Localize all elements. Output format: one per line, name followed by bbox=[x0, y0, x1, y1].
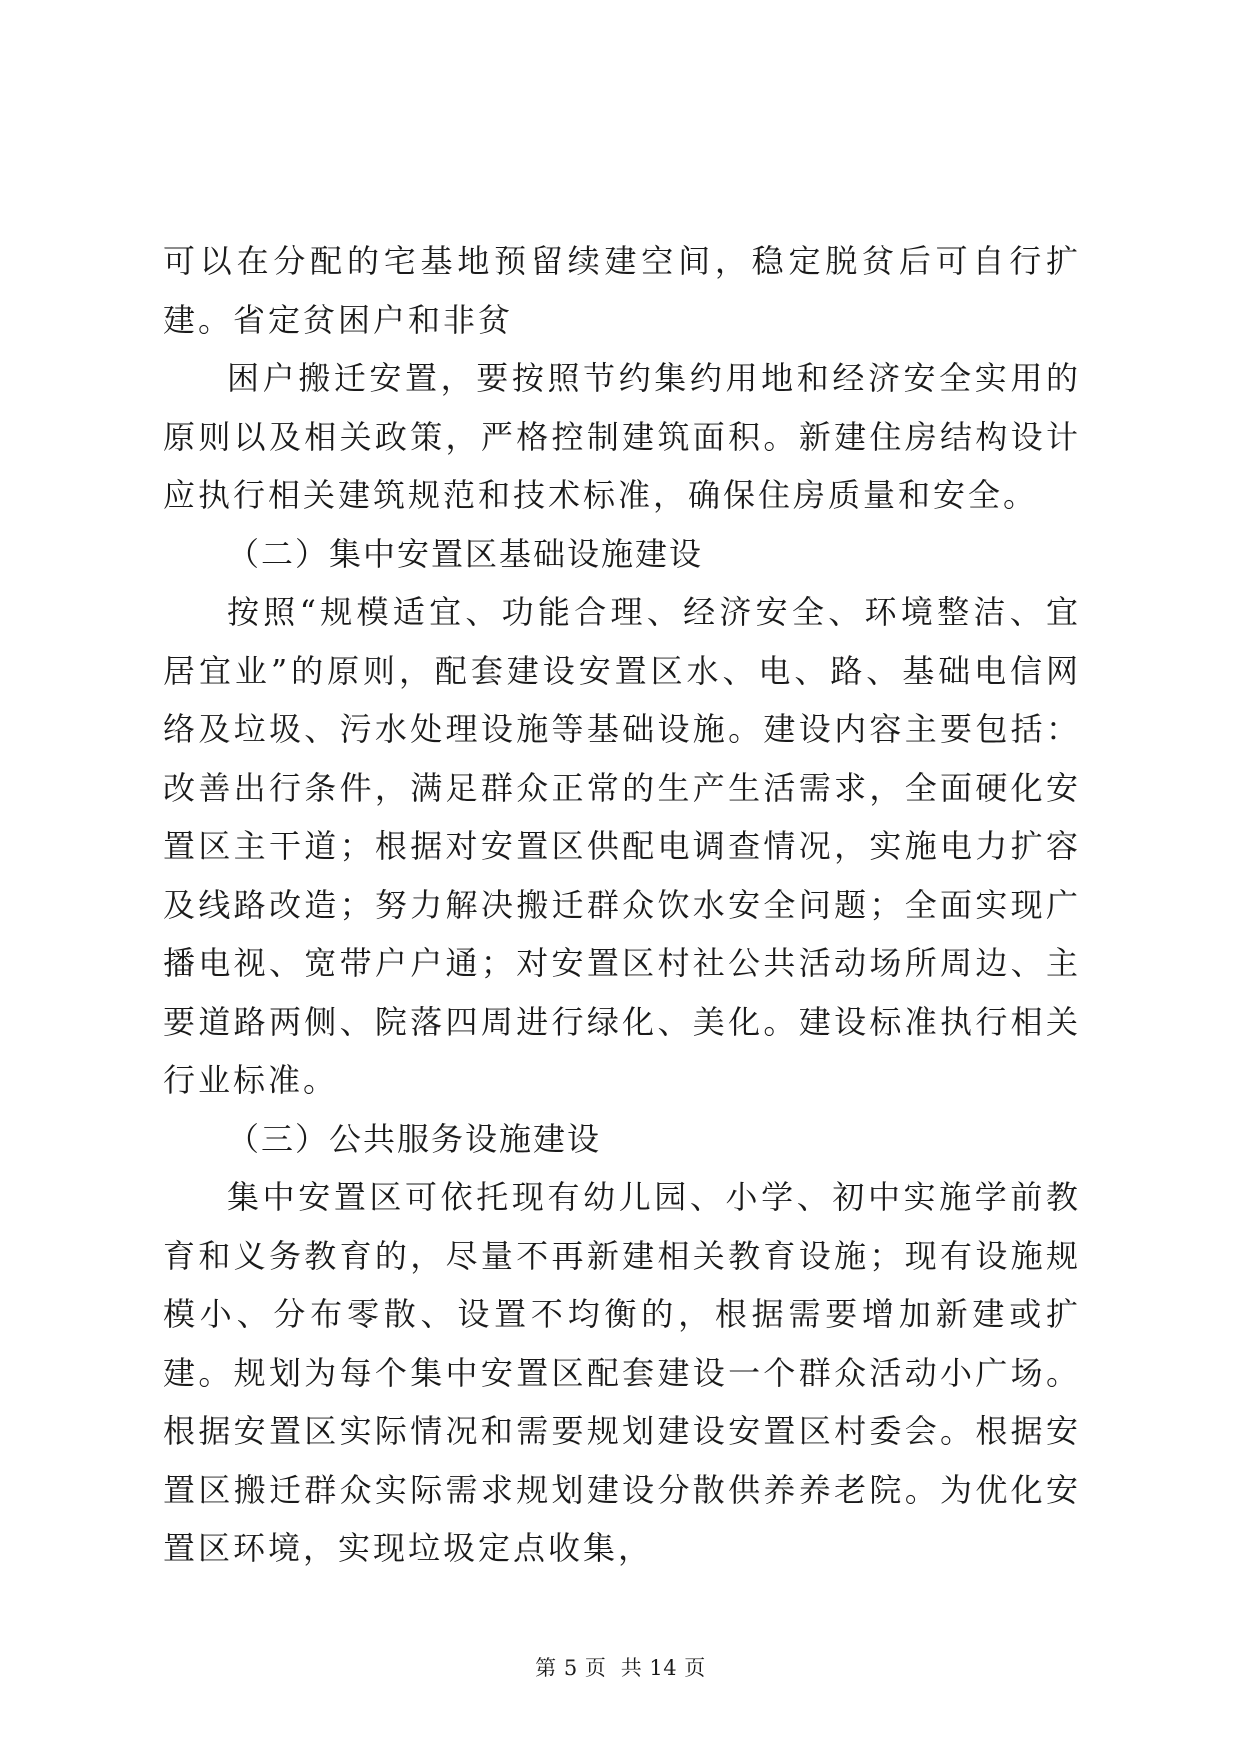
page-footer bbox=[0, 1652, 1241, 1682]
document-body bbox=[163, 232, 1081, 1578]
paragraph-continuation: 可以在分配的宅基地预留续建空间，稳定脱贫后可自行扩建。省定贫困户和非贫 bbox=[163, 242, 1081, 339]
page-number-label: 第 5 页 共 14 页 bbox=[535, 1656, 706, 1680]
paragraph-relocation-housing: 困户搬迁安置，要按照节约集约用地和经济安全实用的原则以及相关政策，严格控制建筑面积。新建住房结构设计应执行相关建筑规范和技术标准，确保住房质量和安全。 bbox=[163, 359, 1081, 514]
section-heading-infrastructure: （二）集中安置区基础设施建设 bbox=[227, 534, 704, 573]
paragraph-public-services: 集中安置区可依托现有幼儿园、小学、初中实施学前教育和义务教育的，尽量不再新建相关教育设施；现有设施规模小、分布零散、设置不均衡的，根据需要增加新建或扩建。规划为每个集中安置区配套建设一个群众活动小广场。根据安置区实际情况和需要规划建设安置区村委会。根据安置区搬迁群众实际需求规划建设分散供养养老院。为优化安置区环境，实现垃圾定点收集， bbox=[163, 1178, 1081, 1567]
paragraph-infrastructure: 按照“规模适宜、功能合理、经济安全、环境整洁、宜居宜业”的原则，配套建设安置区水、电、路、基础电信网络及垃圾、污水处理设施等基础设施。建设内容主要包括：改善出行条件，满足群众正常的生产生活需求，全面硬化安置区主干道；根据对安置区供配电调查情况，实施电力扩容及线路改造；努力解决搬迁群众饮水安全问题；全面实现广播电视、宽带户户通；对安置区村社公共活动场所周边、主要道路两侧、院落四周进行绿化、美化。建设标准执行相关行业标准。 bbox=[163, 593, 1081, 1099]
section-heading-public-services: （三）公共服务设施建设 bbox=[227, 1119, 602, 1158]
